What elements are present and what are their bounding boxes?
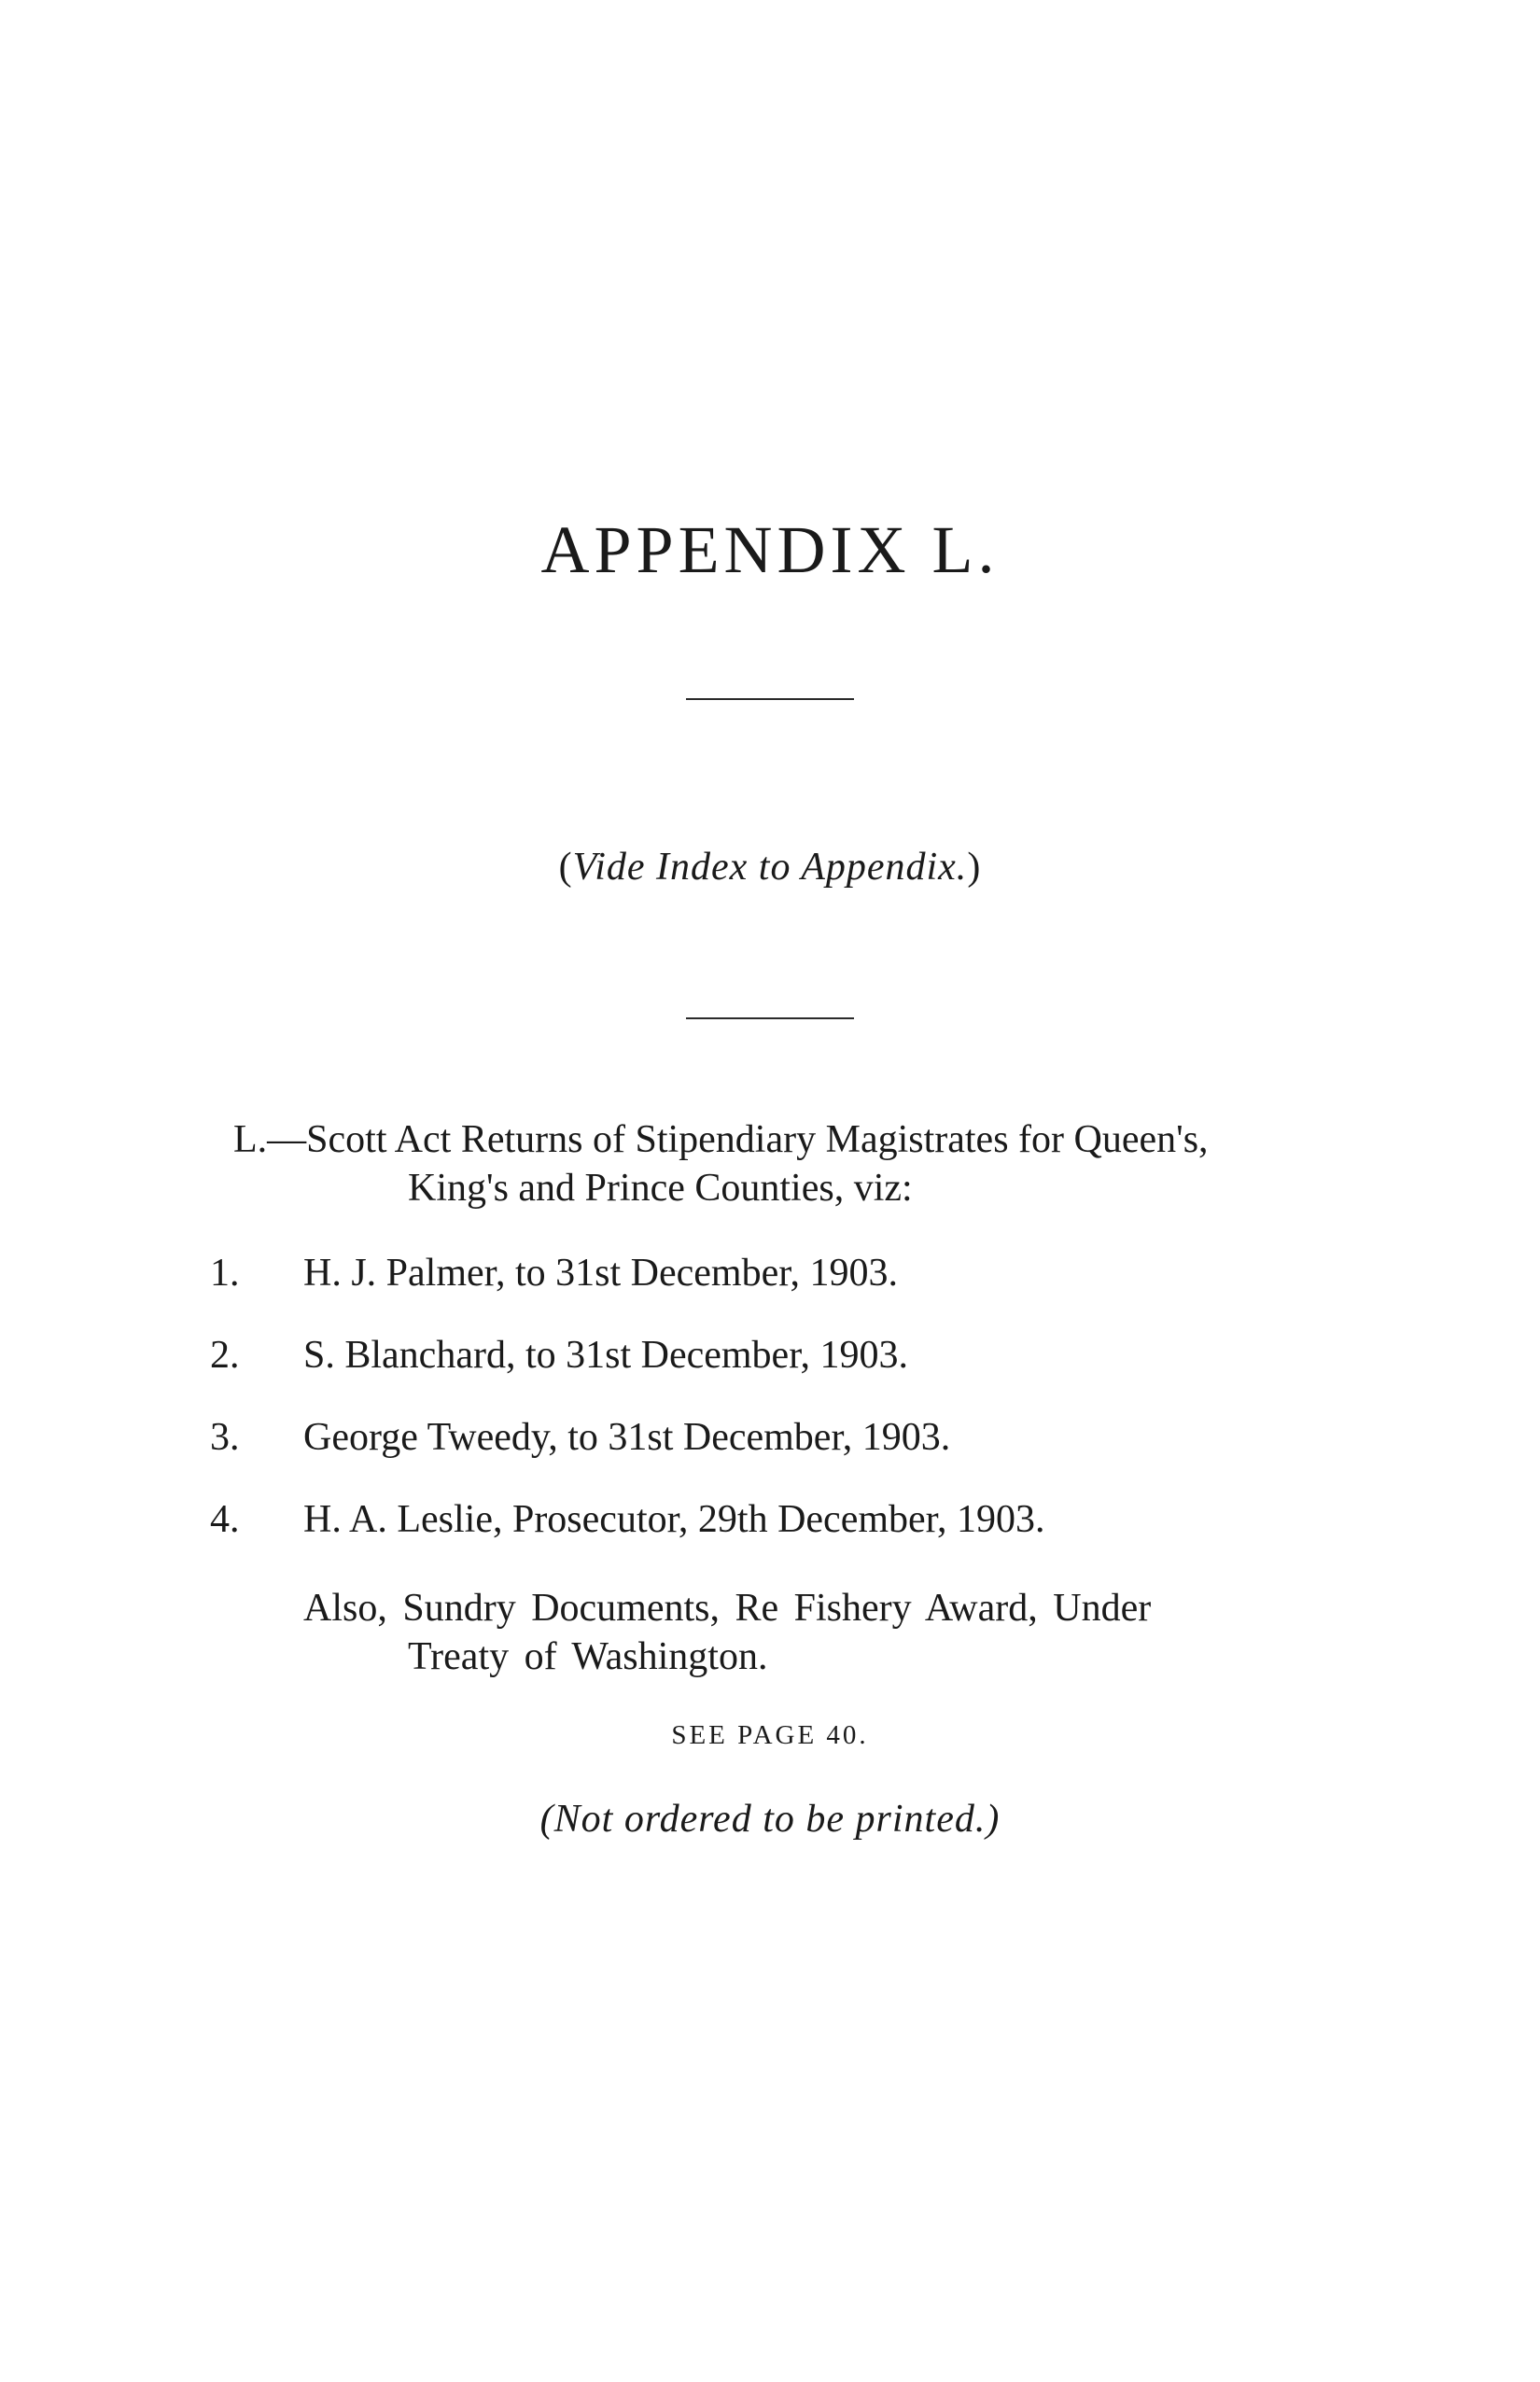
top-divider xyxy=(686,698,854,700)
list-item-number: 3. xyxy=(210,1416,240,1459)
appendix-title: APPENDIX L. xyxy=(540,512,1000,587)
also-note xyxy=(303,1584,1423,1681)
list-item-text: S. Blanchard, to 31st December, 1903. xyxy=(303,1334,909,1377)
entry-heading-line1: L.—Scott Act Returns of Stipendiary Magistrates for Queen's, xyxy=(233,1118,1209,1161)
vide-close-paren: ) xyxy=(967,846,982,889)
list-item xyxy=(210,1413,1423,1462)
list-item-number: 1. xyxy=(210,1252,240,1295)
bottom-divider xyxy=(686,1017,854,1019)
list-item xyxy=(210,1249,1423,1297)
also-line1: Also, Sundry Documents, Re Fishery Award, Under xyxy=(303,1587,1152,1630)
list-item-text: George Tweedy, to 31st December, 1903. xyxy=(303,1416,951,1459)
see-page-note: SEE PAGE 40. xyxy=(671,1720,869,1750)
entry-heading xyxy=(233,1115,1400,1212)
not-ordered-note: (Not ordered to be printed.) xyxy=(539,1798,1001,1841)
list-item-number: 2. xyxy=(210,1334,240,1377)
list-item-text: H. J. Palmer, to 31st December, 1903. xyxy=(303,1252,899,1295)
vide-note xyxy=(0,845,1540,890)
list-item xyxy=(210,1331,1423,1380)
list-item-number: 4. xyxy=(210,1498,240,1541)
list-item-text: H. A. Leslie, Prosecutor, 29th December, 1903. xyxy=(303,1498,1045,1541)
vide-text: Vide Index to Appendix. xyxy=(572,846,968,889)
vide-open-paren: ( xyxy=(558,846,573,889)
entry-heading-line2: King's and Prince Counties, viz: xyxy=(408,1167,913,1210)
also-line2: Treaty of Washington. xyxy=(408,1635,768,1678)
list-item xyxy=(210,1495,1423,1544)
